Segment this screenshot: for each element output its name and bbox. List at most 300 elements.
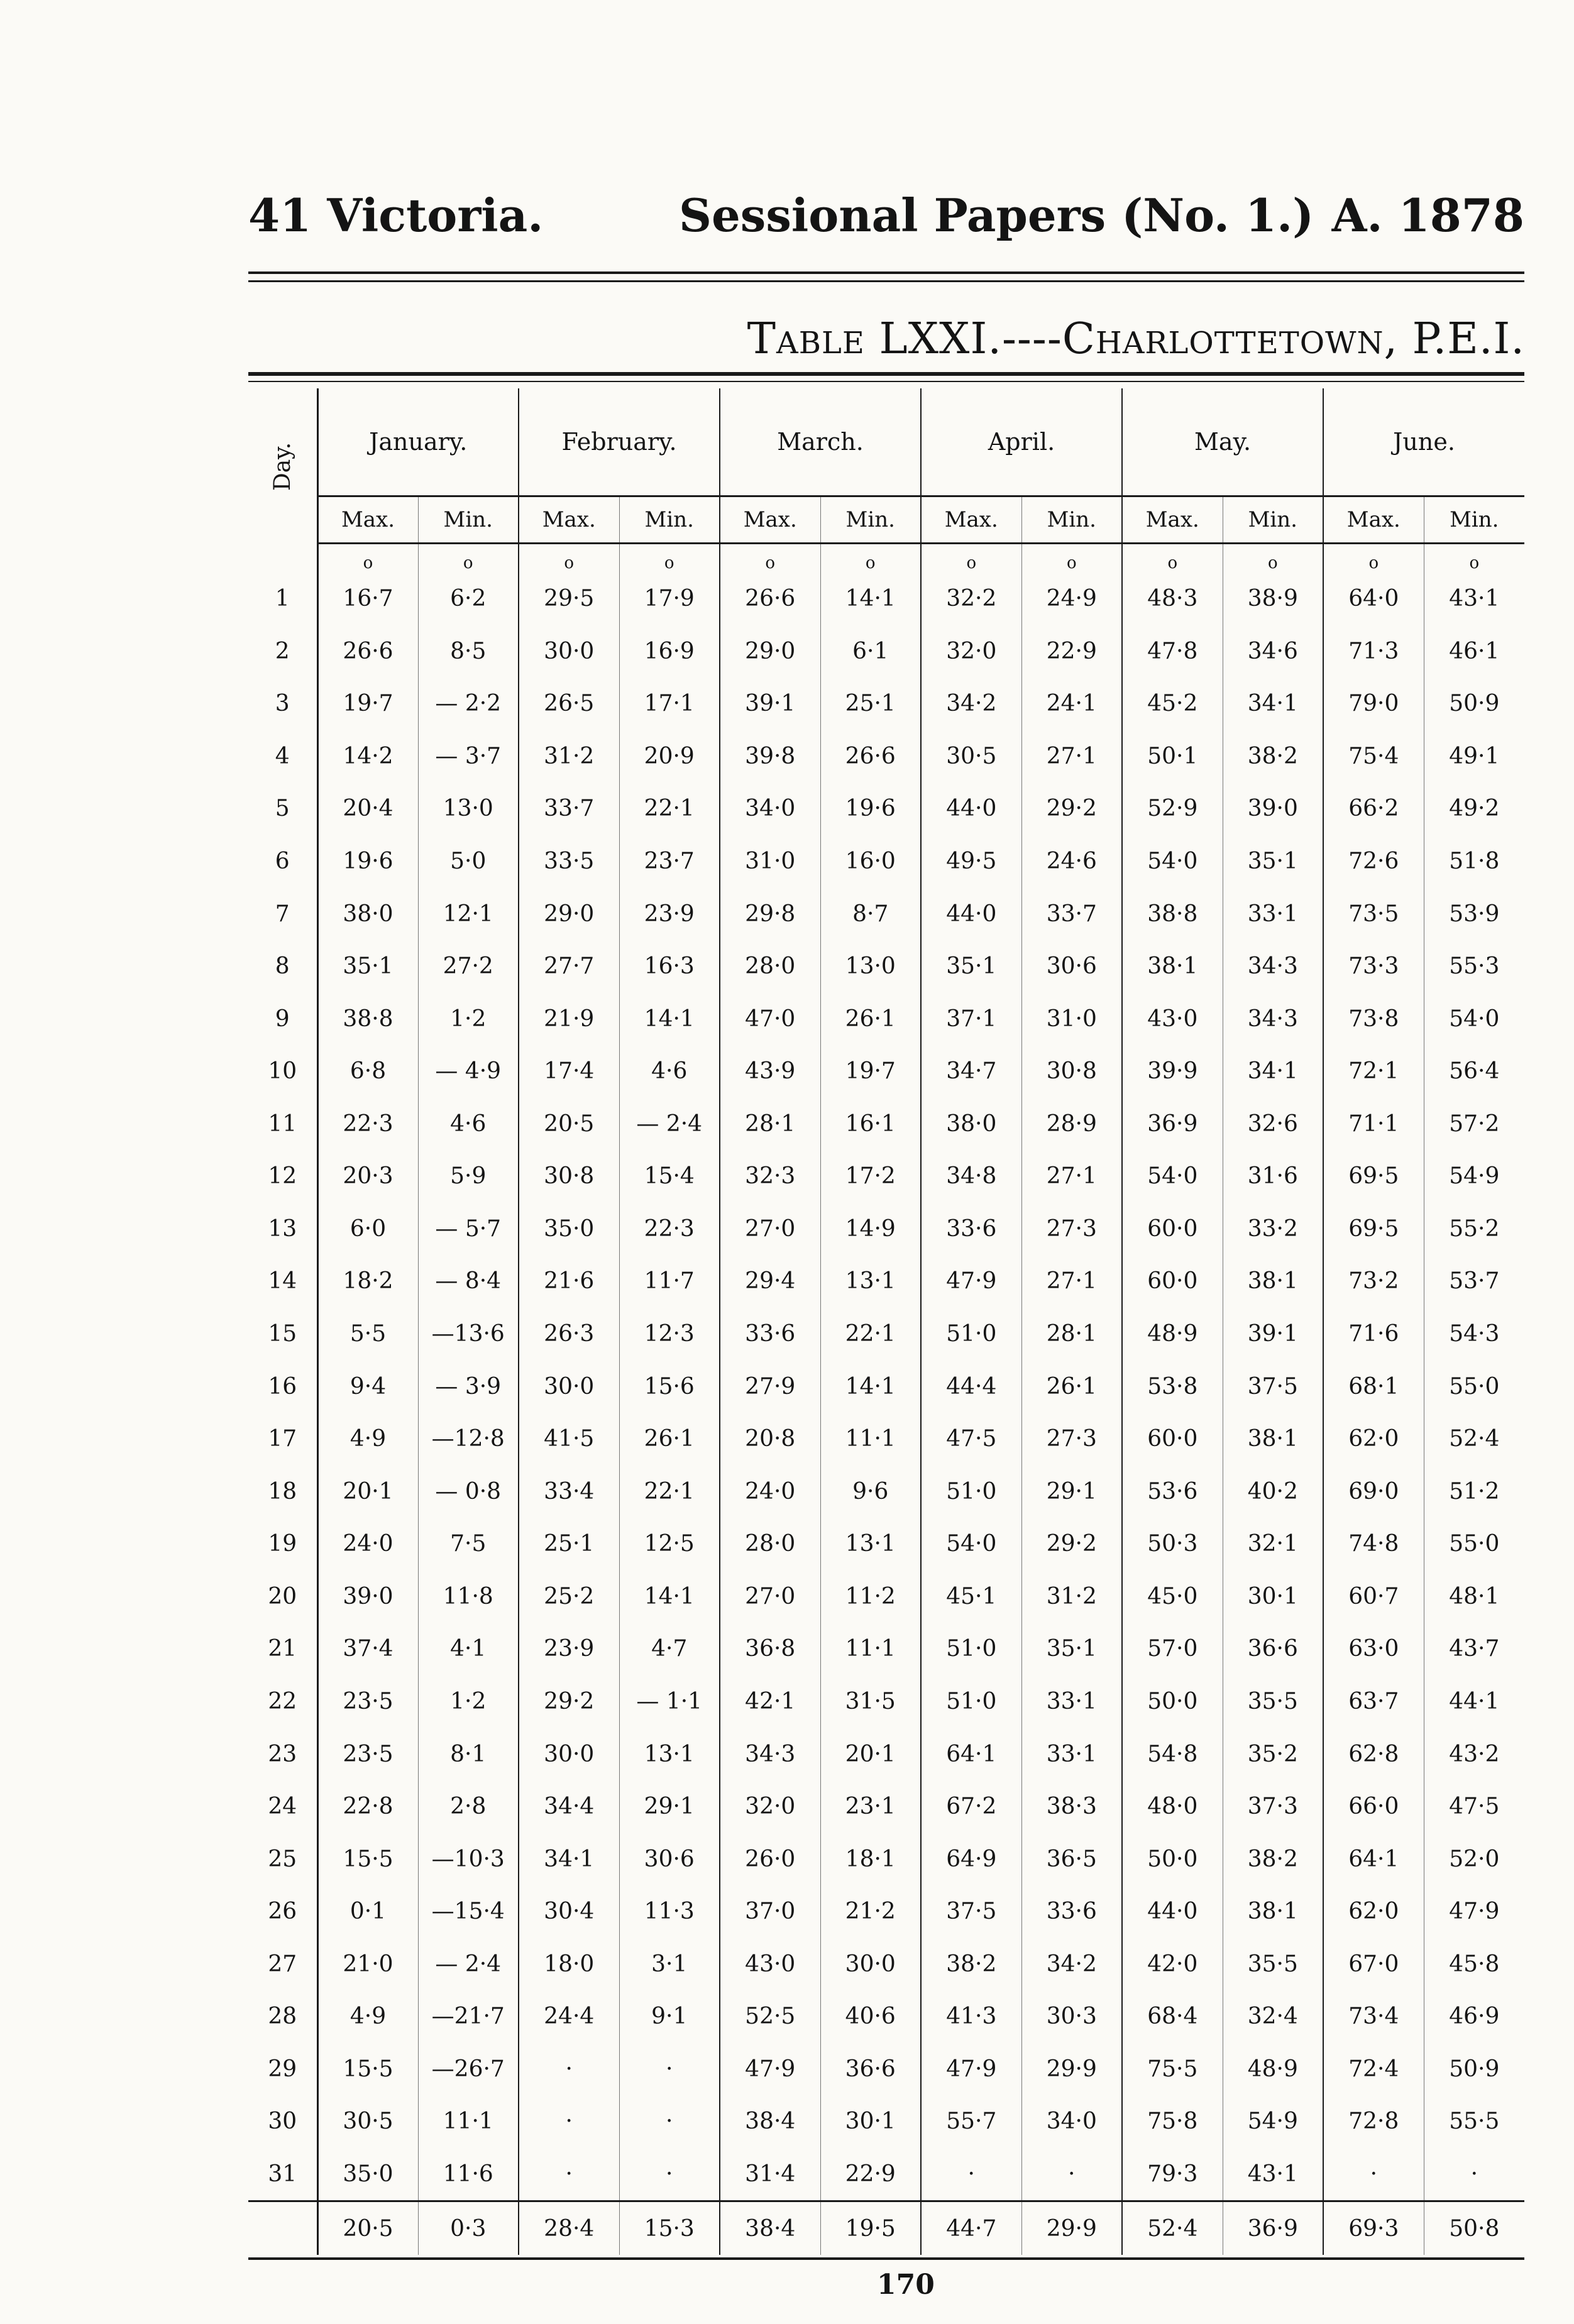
min-value: 30·6 [619,1833,720,1885]
max-value: 21·6 [519,1255,619,1308]
max-value: 25·1 [519,1518,619,1570]
min-value: — 2·4 [418,1938,519,1990]
max-value: · [519,2148,619,2201]
min-value: — 8·4 [418,1255,519,1308]
day-number: 1 [248,573,317,625]
max-value: 73·3 [1323,940,1424,993]
mean-min-value: 50·8 [1424,2201,1524,2255]
max-value: 66·2 [1323,782,1424,835]
max-value: 21·9 [519,992,619,1045]
day-number: 26 [248,1885,317,1938]
max-value: 28·1 [720,1097,820,1150]
max-value: 63·0 [1323,1623,1424,1675]
max-value: 73·5 [1323,887,1424,940]
min-value: 11·1 [820,1413,921,1466]
min-value: 27·2 [418,940,519,993]
min-value: 55·3 [1424,940,1524,993]
max-value: 75·8 [1122,2095,1223,2148]
day-number: 27 [248,1938,317,1990]
max-value: 45·0 [1122,1570,1223,1623]
max-value: 60·0 [1122,1203,1223,1256]
max-value: 26·5 [519,677,619,730]
min-value: 33·2 [1223,1203,1323,1256]
max-value: 30·5 [921,730,1021,783]
table-row [248,1570,1524,1623]
table-row [248,2095,1524,2148]
min-value: 36·5 [1021,1833,1122,1885]
min-value: 44·1 [1424,1675,1524,1728]
max-value: 30·5 [317,2095,418,2148]
min-value: 13·1 [619,1728,720,1780]
min-value: · [1424,2148,1524,2201]
max-value: 42·1 [720,1675,820,1728]
max-min-header-row [248,496,1524,544]
min-value: 38·2 [1223,730,1323,783]
min-value: 14·1 [820,573,921,625]
day-number: 2 [248,625,317,677]
max-value: 60·7 [1323,1570,1424,1623]
min-value: 52·4 [1424,1413,1524,1466]
max-value: 23·5 [317,1728,418,1780]
day-number: 17 [248,1413,317,1466]
max-value: 64·1 [921,1728,1021,1780]
table-row [248,1623,1524,1675]
max-value: 52·5 [720,1990,820,2043]
table-title: Table LXXI.----Charlottetown, P.E.I. [747,314,1525,364]
day-cell-blank [248,544,317,573]
max-value: · [519,2043,619,2096]
max-value: 15·5 [317,1833,418,1885]
min-value: 50·9 [1424,677,1524,730]
max-value: 75·4 [1323,730,1424,783]
day-number: 13 [248,1203,317,1256]
min-value: 48·1 [1424,1570,1524,1623]
day-number: 24 [248,1780,317,1833]
month-header: March. [720,388,921,496]
mean-max-value: 52·4 [1122,2201,1223,2255]
max-value: 24·0 [720,1465,820,1518]
min-value: 16·3 [619,940,720,993]
min-value: 57·2 [1424,1097,1524,1150]
min-value: 6·2 [418,573,519,625]
min-value: 8·7 [820,887,921,940]
min-value: 22·9 [1021,625,1122,677]
min-value: · [619,2148,720,2201]
max-value: 43·0 [720,1938,820,1990]
max-value: 25·2 [519,1570,619,1623]
max-value: 34·0 [720,782,820,835]
table-row [248,677,1524,730]
max-value: 34·1 [519,1833,619,1885]
min-value: 54·3 [1424,1308,1524,1361]
min-value: 19·7 [820,1045,921,1098]
max-value: 30·4 [519,1885,619,1938]
min-value: 35·2 [1223,1728,1323,1780]
min-value: 8·5 [418,625,519,677]
min-value: 30·6 [1021,940,1122,993]
mean-min-value: 29·9 [1021,2201,1122,2255]
table-row [248,1728,1524,1780]
max-value: 44·0 [921,887,1021,940]
max-value: 0·1 [317,1885,418,1938]
min-value: 46·9 [1424,1990,1524,2043]
max-value: 23·9 [519,1623,619,1675]
min-value: 11·3 [619,1885,720,1938]
day-number: 5 [248,782,317,835]
max-value: 39·1 [720,677,820,730]
min-value: 27·3 [1021,1413,1122,1466]
min-value: 55·0 [1424,1360,1524,1413]
max-header: Max. [317,496,418,544]
max-value: 54·0 [1122,835,1223,888]
min-value: 13·0 [820,940,921,993]
degree-mark: o [921,544,1021,573]
min-value: 15·6 [619,1360,720,1413]
max-value: 38·0 [921,1097,1021,1150]
means-label-blank [248,2201,317,2255]
min-value: 26·1 [820,992,921,1045]
min-value: 50·9 [1424,2043,1524,2096]
table-row [248,625,1524,677]
min-value: 38·1 [1223,1255,1323,1308]
max-value: 54·0 [921,1518,1021,1570]
min-value: 39·0 [1223,782,1323,835]
max-value: 51·0 [921,1465,1021,1518]
degree-mark: o [418,544,519,573]
min-value: 31·0 [1021,992,1122,1045]
min-value: 53·7 [1424,1255,1524,1308]
max-value: · [921,2148,1021,2201]
min-value: 43·1 [1424,573,1524,625]
min-value: — 4·9 [418,1045,519,1098]
min-value: · [619,2043,720,2096]
day-number: 10 [248,1045,317,1098]
min-value: 22·1 [820,1308,921,1361]
min-value: 24·1 [1021,677,1122,730]
max-value: 18·2 [317,1255,418,1308]
max-value: 73·4 [1323,1990,1424,2043]
max-value: 60·0 [1122,1413,1223,1466]
degree-mark: o [820,544,921,573]
min-value: 31·2 [1021,1570,1122,1623]
max-value: 47·0 [720,992,820,1045]
min-value: 43·7 [1424,1623,1524,1675]
min-value: 33·1 [1021,1728,1122,1780]
min-value: — 2·2 [418,677,519,730]
table-row [248,730,1524,783]
min-value: 14·9 [820,1203,921,1256]
max-value: 26·0 [720,1833,820,1885]
header-right: A. 1878 [1331,189,1524,242]
min-value: 55·0 [1424,1518,1524,1570]
mean-min-value: 19·5 [820,2201,921,2255]
min-value: 53·9 [1424,887,1524,940]
max-header: Max. [1122,496,1223,544]
max-value: 64·9 [921,1833,1021,1885]
max-value: 71·3 [1323,625,1424,677]
min-value: 16·0 [820,835,921,888]
min-value: — 3·9 [418,1360,519,1413]
max-value: 42·0 [1122,1938,1223,1990]
min-value: 13·1 [820,1255,921,1308]
max-value: 28·0 [720,1518,820,1570]
min-value: 35·1 [1223,835,1323,888]
min-value: 1·2 [418,1675,519,1728]
min-value: 25·1 [820,677,921,730]
footer-rule [248,2257,1524,2260]
mean-min-value: 15·3 [619,2201,720,2255]
table-row [248,1413,1524,1466]
max-value: 47·8 [1122,625,1223,677]
max-value: 50·1 [1122,730,1223,783]
day-number: 31 [248,2148,317,2201]
min-value: 17·1 [619,677,720,730]
day-number: 6 [248,835,317,888]
max-value: 34·2 [921,677,1021,730]
min-value: 17·9 [619,573,720,625]
table-row [248,1150,1524,1203]
day-number: 28 [248,1990,317,2043]
max-value: 22·3 [317,1097,418,1150]
min-value: 47·9 [1424,1885,1524,1938]
table-row [248,782,1524,835]
max-value: 51·0 [921,1675,1021,1728]
max-value: 64·0 [1323,573,1424,625]
min-value: 8·1 [418,1728,519,1780]
min-value: —15·4 [418,1885,519,1938]
max-value: 26·6 [317,625,418,677]
max-value: 47·5 [921,1413,1021,1466]
max-value: 48·0 [1122,1780,1223,1833]
day-number: 9 [248,992,317,1045]
min-value: 24·9 [1021,573,1122,625]
degree-mark: o [519,544,619,573]
min-value: 23·7 [619,835,720,888]
degree-mark: o [317,544,418,573]
max-value: 31·0 [720,835,820,888]
max-value: 33·4 [519,1465,619,1518]
max-value: 62·0 [1323,1885,1424,1938]
max-value: 14·2 [317,730,418,783]
min-value: 30·8 [1021,1045,1122,1098]
degree-mark: o [1323,544,1424,573]
max-value: 74·8 [1323,1518,1424,1570]
max-value: 29·5 [519,573,619,625]
min-value: 49·2 [1424,782,1524,835]
max-value: 53·6 [1122,1465,1223,1518]
max-value: 29·4 [720,1255,820,1308]
degree-mark: o [619,544,720,573]
max-value: 48·9 [1122,1308,1223,1361]
max-value: 30·0 [519,1728,619,1780]
max-value: 45·1 [921,1570,1021,1623]
min-value: 23·9 [619,887,720,940]
min-value: 45·8 [1424,1938,1524,1990]
min-value: 14·1 [619,1570,720,1623]
min-value: 48·9 [1223,2043,1323,2096]
max-value: 35·0 [519,1203,619,1256]
max-value: 71·1 [1323,1097,1424,1150]
max-value: 62·0 [1323,1413,1424,1466]
header-center: Sessional Papers (No. 1.) [679,189,1314,242]
min-value: —10·3 [418,1833,519,1885]
min-value: 14·1 [619,992,720,1045]
min-value: 31·6 [1223,1150,1323,1203]
max-value: 29·2 [519,1675,619,1728]
min-value: 22·9 [820,2148,921,2201]
mean-min-value: 36·9 [1223,2201,1323,2255]
day-number: 19 [248,1518,317,1570]
day-number: 23 [248,1728,317,1780]
max-value: 4·9 [317,1990,418,2043]
max-value: 32·0 [720,1780,820,1833]
table-row [248,1203,1524,1256]
max-value: 41·3 [921,1990,1021,2043]
mean-max-value: 28·4 [519,2201,619,2255]
temperature-table [248,388,1524,2255]
max-header: Max. [519,496,619,544]
mean-max-value: 20·5 [317,2201,418,2255]
max-value: 39·9 [1122,1045,1223,1098]
min-value: 33·6 [1021,1885,1122,1938]
min-value: · [619,2095,720,2148]
min-value: 16·9 [619,625,720,677]
max-value: 5·5 [317,1308,418,1361]
max-value: 79·3 [1122,2148,1223,2201]
max-value: 38·1 [1122,940,1223,993]
table-row [248,1360,1524,1413]
min-value: 54·9 [1223,2095,1323,2148]
max-value: 38·0 [317,887,418,940]
table-row [248,2043,1524,2096]
min-value: 38·1 [1223,1885,1323,1938]
min-value: 12·5 [619,1518,720,1570]
max-value: 68·4 [1122,1990,1223,2043]
min-header: Min. [1424,496,1524,544]
table-row [248,2148,1524,2201]
max-value: 31·2 [519,730,619,783]
min-value: 6·1 [820,625,921,677]
min-value: 38·1 [1223,1413,1323,1466]
min-header: Min. [619,496,720,544]
table-row [248,1097,1524,1150]
month-header: June. [1323,388,1524,496]
min-value: 36·6 [820,2043,921,2096]
degree-mark: o [1424,544,1524,573]
max-value: 50·3 [1122,1518,1223,1570]
min-value: 51·2 [1424,1465,1524,1518]
max-value: 20·5 [519,1097,619,1150]
min-value: 51·8 [1424,835,1524,888]
month-header: February. [519,388,720,496]
max-value: 20·3 [317,1150,418,1203]
degree-mark: o [1223,544,1323,573]
max-value: 21·0 [317,1938,418,1990]
table-row [248,940,1524,993]
max-value: 72·6 [1323,835,1424,888]
day-number: 3 [248,677,317,730]
max-value: 69·0 [1323,1465,1424,1518]
max-value: 37·5 [921,1885,1021,1938]
max-value: 27·0 [720,1203,820,1256]
max-value: 29·0 [519,887,619,940]
max-value: 44·0 [1122,1885,1223,1938]
max-value: 38·8 [317,992,418,1045]
max-value: 43·9 [720,1045,820,1098]
max-value: 24·0 [317,1518,418,1570]
min-value: 27·1 [1021,1150,1122,1203]
max-value: 54·0 [1122,1150,1223,1203]
max-value: 20·4 [317,782,418,835]
mean-min-value: 0·3 [418,2201,519,2255]
max-header: Max. [921,496,1021,544]
table-row [248,573,1524,625]
max-value: 72·4 [1323,2043,1424,2096]
min-value: 30·3 [1021,1990,1122,2043]
max-value: 51·0 [921,1623,1021,1675]
min-header: Min. [820,496,921,544]
month-header: January. [317,388,519,496]
max-value: 27·0 [720,1570,820,1623]
table-rule-top [248,372,1524,376]
day-number: 15 [248,1308,317,1361]
max-value: 37·1 [921,992,1021,1045]
min-header: Min. [1021,496,1122,544]
min-value: 33·1 [1223,887,1323,940]
min-value: 34·1 [1223,1045,1323,1098]
day-number: 29 [248,2043,317,2096]
min-value: — 2·4 [619,1097,720,1150]
min-value: 49·1 [1424,730,1524,783]
max-value: 55·7 [921,2095,1021,2148]
max-value: 35·1 [921,940,1021,993]
min-value: 28·9 [1021,1097,1122,1150]
min-value: 30·0 [820,1938,921,1990]
max-value: 38·4 [720,2095,820,2148]
min-value: 20·9 [619,730,720,783]
min-value: 14·1 [820,1360,921,1413]
max-value: 73·2 [1323,1255,1424,1308]
min-value: 4·6 [418,1097,519,1150]
max-value: 35·1 [317,940,418,993]
max-value: 33·6 [921,1203,1021,1256]
max-value: 26·3 [519,1308,619,1361]
max-header: Max. [1323,496,1424,544]
min-value: 36·6 [1223,1623,1323,1675]
day-column-header [248,388,317,544]
min-value: 31·5 [820,1675,921,1728]
min-value: 12·3 [619,1308,720,1361]
day-number: 21 [248,1623,317,1675]
max-value: 27·9 [720,1360,820,1413]
day-label: Day. [269,442,295,491]
min-value: 47·5 [1424,1780,1524,1833]
table-body [248,544,1524,2255]
max-value: 44·4 [921,1360,1021,1413]
max-value: · [1323,2148,1424,2201]
max-value: 43·0 [1122,992,1223,1045]
month-header: April. [921,388,1122,496]
min-value: 23·1 [820,1780,921,1833]
min-value: 52·0 [1424,1833,1524,1885]
min-value: 22·1 [619,782,720,835]
min-value: 28·1 [1021,1308,1122,1361]
min-value: 11·7 [619,1255,720,1308]
min-value: 35·5 [1223,1675,1323,1728]
day-number: 30 [248,2095,317,2148]
page-header [248,189,1524,245]
max-value: 54·8 [1122,1728,1223,1780]
